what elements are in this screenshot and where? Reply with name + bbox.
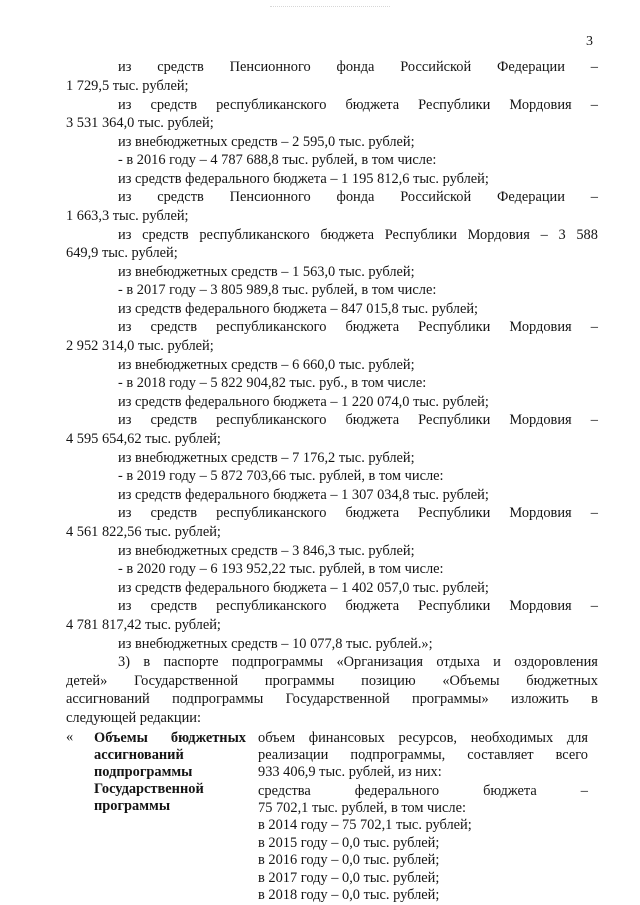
word: из xyxy=(118,97,132,113)
word: 3) xyxy=(118,654,130,670)
body-line: из внебюджетных средств – 10 077,8 тыс. рублей.»; xyxy=(118,636,433,652)
body-line xyxy=(66,673,598,690)
word: – xyxy=(540,227,548,243)
word: Мордовия xyxy=(509,505,572,521)
body-line: из внебюджетных средств – 7 176,2 тыс. рублей; xyxy=(118,450,415,466)
word: позицию xyxy=(361,673,416,689)
body-line: из средств федерального бюджета – 1 307 034,8 тыс. рублей; xyxy=(118,487,489,503)
word: изложить xyxy=(510,691,569,707)
word: фонда xyxy=(336,59,375,75)
word: детей» xyxy=(66,673,108,689)
word: средств xyxy=(150,598,198,614)
word: Российской xyxy=(400,59,472,75)
word: бюджета xyxy=(345,319,400,335)
word: республиканского xyxy=(216,97,327,113)
word: Объемы xyxy=(94,730,148,746)
word: «Организация xyxy=(336,654,424,670)
body-line xyxy=(118,97,598,114)
word: ассигнований xyxy=(66,691,150,707)
word: Пенсионного xyxy=(229,189,311,205)
word: подпрограммы xyxy=(172,691,264,707)
body-line: 4 781 817,42 тыс. рублей; xyxy=(66,617,221,633)
table-value-line: реализации подпрограммы, составляет всего xyxy=(258,747,588,763)
word: бюджета xyxy=(345,97,400,113)
table-value-line: в 2017 году – 0,0 тыс. рублей; xyxy=(258,870,440,886)
table-value-line: объем финансовых ресурсов, необходимых для xyxy=(258,730,588,746)
word: паспорте xyxy=(163,654,219,670)
word: – xyxy=(590,598,598,614)
word: бюджета xyxy=(345,598,400,614)
word: программы» xyxy=(412,691,489,707)
body-line xyxy=(118,59,598,76)
body-line: 649,9 тыс. рублей; xyxy=(66,245,178,261)
word: – xyxy=(590,189,598,205)
word: Республики xyxy=(418,319,491,335)
table-value-line: средства федерального бюджета – xyxy=(258,783,588,799)
word: оздоровления xyxy=(514,654,598,670)
page-number: 3 xyxy=(586,34,593,49)
table-value-line: в 2018 году – 0,0 тыс. рублей; xyxy=(258,887,440,903)
body-line: из средств федерального бюджета – 847 015,8 тыс. рублей; xyxy=(118,301,479,317)
word: в xyxy=(143,654,151,670)
body-line xyxy=(118,505,598,522)
body-line: из средств федерального бюджета – 1 195 812,6 тыс. рублей; xyxy=(118,171,489,187)
body-line: - в 2020 году – 6 193 952,22 тыс. рублей, в том числе: xyxy=(118,561,444,577)
body-line xyxy=(118,319,598,336)
word: Республики xyxy=(384,227,457,243)
opening-quote: « xyxy=(66,729,74,745)
word: Государственной xyxy=(134,673,239,689)
word: – xyxy=(590,412,598,428)
table-value-line: в 2015 году – 0,0 тыс. рублей; xyxy=(258,835,440,851)
body-line: 1 663,3 тыс. рублей; xyxy=(66,208,189,224)
body-line: из внебюджетных средств – 1 563,0 тыс. рублей; xyxy=(118,264,415,280)
word: Российской xyxy=(400,189,472,205)
word: Республики xyxy=(418,412,491,428)
word: республиканского xyxy=(216,412,327,428)
body-line: - в 2017 году – 3 805 989,8 тыс. рублей, в том числе: xyxy=(118,282,437,298)
table-value-line: в 2016 году – 0,0 тыс. рублей; xyxy=(258,852,440,868)
word: из xyxy=(118,412,132,428)
word: 3 xyxy=(558,227,566,243)
body-line: 4 561 822,56 тыс. рублей; xyxy=(66,524,221,540)
body-line: 1 729,5 тыс. рублей; xyxy=(66,78,189,94)
word: Мордовия xyxy=(509,412,572,428)
table-label: Объемы бюджетных ассигнований подпрограммы Государственной программы xyxy=(94,730,246,814)
word: – xyxy=(590,505,598,521)
word: Федерации xyxy=(497,59,565,75)
word: Мордовия xyxy=(509,319,572,335)
body-line xyxy=(118,598,598,615)
word: «Объемы xyxy=(442,673,500,689)
word: Пенсионного xyxy=(229,59,311,75)
body-line: из средств федерального бюджета – 1 220 074,0 тыс. рублей; xyxy=(118,394,489,410)
table-value-line: 933 406,9 тыс. рублей, из них: xyxy=(258,764,442,780)
word: бюджета xyxy=(345,505,400,521)
word: средств xyxy=(150,319,198,335)
word: бюджета xyxy=(345,412,400,428)
word: Мордовия xyxy=(467,227,530,243)
word: бюджетных xyxy=(526,673,598,689)
word: в xyxy=(591,691,598,707)
word: Республики xyxy=(418,598,491,614)
body-line: 2 952 314,0 тыс. рублей; xyxy=(66,338,214,354)
body-line xyxy=(118,654,598,671)
word: из xyxy=(118,505,132,521)
body-line: из внебюджетных средств – 3 846,3 тыс. рублей; xyxy=(118,543,415,559)
word: средств xyxy=(150,97,198,113)
table-value-line: в 2014 году – 75 702,1 тыс. рублей; xyxy=(258,817,472,833)
word: республиканского xyxy=(199,227,310,243)
word: Федерации xyxy=(497,189,565,205)
word: Республики xyxy=(418,97,491,113)
word: из xyxy=(118,189,132,205)
word: Государственной xyxy=(285,691,390,707)
word: средств xyxy=(157,59,204,75)
body-line xyxy=(66,691,598,708)
word: – xyxy=(590,319,598,335)
word: – xyxy=(590,97,598,113)
word: республиканского xyxy=(216,319,327,335)
body-line: 4 595 654,62 тыс. рублей; xyxy=(66,431,221,447)
body-line xyxy=(118,412,598,429)
body-line: из средств федерального бюджета – 1 402 057,0 тыс. рублей; xyxy=(118,580,489,596)
word: Мордовия xyxy=(509,598,572,614)
word: бюджета xyxy=(320,227,375,243)
word: средств xyxy=(150,412,198,428)
scan-artifact xyxy=(270,6,390,15)
body-line: из внебюджетных средств – 6 660,0 тыс. рублей; xyxy=(118,357,415,373)
body-line xyxy=(118,189,598,206)
word: из xyxy=(118,59,132,75)
table-value-line: 75 702,1 тыс. рублей, в том числе: xyxy=(258,800,466,816)
word: 588 xyxy=(576,227,598,243)
body-line: следующей редакции: xyxy=(66,710,201,726)
word: средств xyxy=(142,227,189,243)
word: средств xyxy=(157,189,204,205)
body-line: из внебюджетных средств – 2 595,0 тыс. рублей; xyxy=(118,134,415,150)
word: республиканского xyxy=(216,505,327,521)
word: Республики xyxy=(418,505,491,521)
word: из xyxy=(118,319,132,335)
body-line: - в 2016 году – 4 787 688,8 тыс. рублей, в том числе: xyxy=(118,152,437,168)
body-line: 3 531 364,0 тыс. рублей; xyxy=(66,115,214,131)
word: подпрограммы xyxy=(231,654,324,670)
word: из xyxy=(118,227,132,243)
word: программы xyxy=(264,673,335,689)
word: из xyxy=(118,598,132,614)
word: фонда xyxy=(336,189,375,205)
word: отдыха xyxy=(436,654,480,670)
word: – xyxy=(590,59,598,75)
word: республиканского xyxy=(216,598,327,614)
word: Мордовия xyxy=(509,97,572,113)
word: и xyxy=(493,654,501,670)
word: средств xyxy=(150,505,198,521)
body-line: - в 2018 году – 5 822 904,82 тыс. руб., в том числе: xyxy=(118,375,427,391)
word: бюджетных xyxy=(170,730,246,746)
body-line xyxy=(118,227,598,244)
body-line: - в 2019 году – 5 872 703,66 тыс. рублей, в том числе: xyxy=(118,468,444,484)
